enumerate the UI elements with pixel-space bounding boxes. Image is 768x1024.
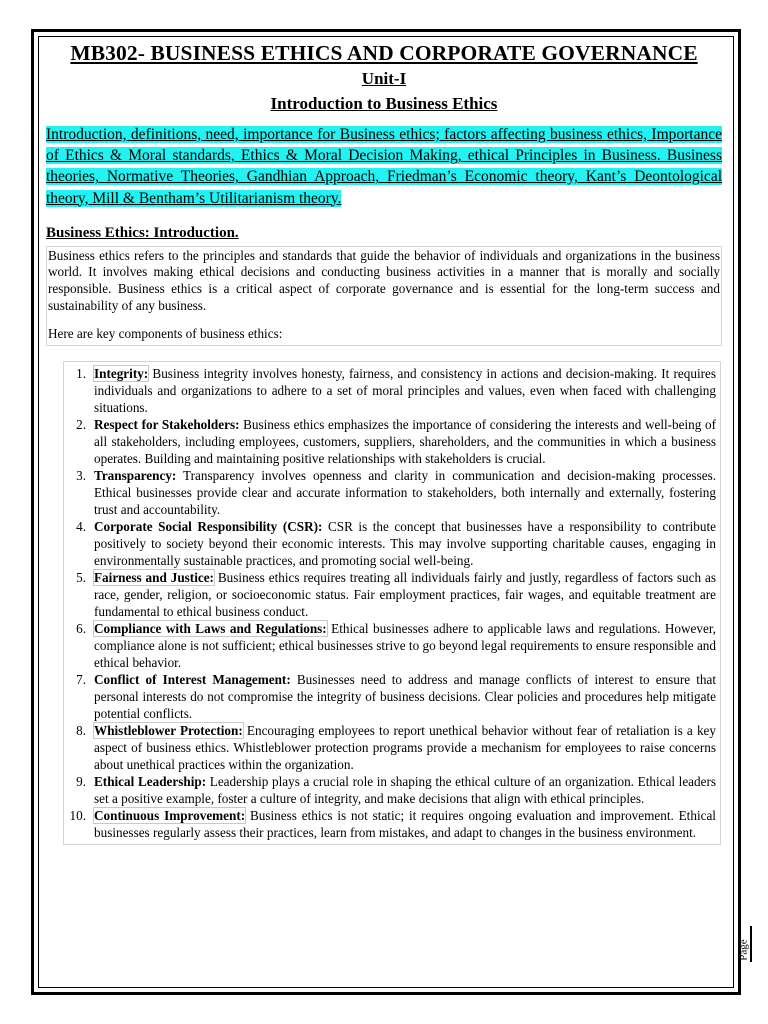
list-number: 1. <box>76 365 86 381</box>
list-text: Businesses need to address and manage conflicts of interest to ensure that personal interests do not compromise the integrity of business decisions. Clear policies and procedures help mitigate potential conflicts. <box>94 671 716 721</box>
intro-paragraph: Business ethics refers to the principles and standards that guide the behavior of individuals and organizations in the business world. It involves making ethical decisions and conducting business activities in a manner that is morally and socially responsible. Business ethics is a critical aspect of corporate governance and is essential for the long-term success and sustainability of any business. <box>48 247 720 313</box>
components-textbox <box>63 361 721 845</box>
intro-textbox <box>46 246 722 346</box>
page-number-bar <box>750 926 752 962</box>
list-text: Leadership plays a crucial role in shaping the ethical culture of an organization. Ethical leaders set a positive example, foster a culture of integrity, and make decisions that align with ethical principles. <box>94 773 716 806</box>
chapter-title: Introduction to Business Ethics <box>270 94 498 113</box>
list-number: 3. <box>76 467 86 483</box>
list-number: 7. <box>76 671 86 687</box>
list-item <box>64 671 716 722</box>
components-list <box>64 365 716 841</box>
list-text: Business ethics emphasizes the importance of considering the interests and well-being of all stakeholders, including employees, customers, suppliers, shareholders, and the communities in which a business operates. Building and maintaining positive relationships with stakeholders is crucial. <box>94 416 716 466</box>
list-term: Conflict of Interest Management: <box>94 671 291 687</box>
list-term: Whistleblower Protection: <box>94 722 243 738</box>
list-term: Integrity: <box>94 365 149 381</box>
list-item <box>64 365 716 416</box>
list-number: 10. <box>69 807 86 823</box>
list-term: Continuous Improvement: <box>94 807 246 823</box>
syllabus-text: Introduction, definitions, need, importance for Business ethics; factors affecting business ethics, Importance of Ethics & Moral standards, Ethics & Moral Decision Making, ethical Principles in Business. Business theories, Normative Theories, Gandhian Approach, Friedman’s Economic theory, Kant’s Deontological theory, Mill & Bentham’s Utilitarianism theory. <box>46 126 722 207</box>
section-heading: Business Ethics: Introduction. <box>46 224 239 241</box>
document-body <box>46 40 722 845</box>
list-item <box>64 807 716 841</box>
list-term: Compliance with Laws and Regulations: <box>94 620 327 636</box>
list-text: Business ethics requires treating all individuals fairly and justly, regardless of factors such as race, gender, religion, or socioeconomic status. Fair employment practices, fair wages, and equitable treatment are fundamental to ethical business conduct. <box>94 569 716 619</box>
list-text: Business ethics is not static; it requires ongoing evaluation and improvement. Ethical businesses regularly assess their practices, learn from mistakes, and adapt to changes in the business environment. <box>94 807 716 840</box>
list-number: 5. <box>76 569 86 585</box>
list-text: Transparency involves openness and clarity in communication and decision-making processes. Ethical businesses provide clear and accurate information to stakeholders, both internally and externally, fostering trust and accountability. <box>94 467 716 517</box>
unit-heading: Unit-I <box>361 69 407 88</box>
syllabus-topics <box>46 124 722 209</box>
list-term: Respect for Stakeholders: <box>94 416 240 432</box>
list-term: Transparency: <box>94 467 177 483</box>
list-number: 9. <box>76 773 86 789</box>
list-item <box>64 518 716 569</box>
list-item <box>64 620 716 671</box>
list-item <box>64 467 716 518</box>
list-text: Ethical businesses adhere to applicable laws and regulations. However, compliance alone is not sufficient; ethical businesses strive to go beyond legal requirements to ensure responsible and ethical behavior. <box>94 620 716 670</box>
components-lead: Here are key components of business ethics: <box>48 326 283 342</box>
list-text: Encouraging employees to report unethical behavior without fear of retaliation is a key aspect of business ethics. Whistleblower protection programs provide a mechanism for employees to raise concerns about unethical practices within the organization. <box>94 722 716 772</box>
list-text: Business integrity involves honesty, fairness, and consistency in actions and decision-making. It requires individuals and organizations to adhere to a set of moral principles and values, even when faced with challenging situations. <box>94 365 716 415</box>
list-number: 8. <box>76 722 86 738</box>
list-item <box>64 773 716 807</box>
list-text: CSR is the concept that businesses have a responsibility to contribute positively to society beyond their economic interests. This may involve supporting charitable causes, engaging in environmentally sustainable practices, and promoting social well-being. <box>94 518 717 568</box>
list-item <box>64 722 716 773</box>
list-number: 6. <box>76 620 86 636</box>
list-term: Ethical Leadership: <box>94 773 207 789</box>
list-term: Corporate Social Responsibility (CSR): <box>94 518 323 534</box>
course-title: MB302- BUSINESS ETHICS AND CORPORATE GOVERNANCE <box>70 41 698 65</box>
list-item <box>64 569 716 620</box>
list-number: 4. <box>76 518 86 534</box>
list-number: 2. <box>76 416 86 432</box>
page-label: Page <box>737 939 750 961</box>
list-term: Fairness and Justice: <box>94 569 214 585</box>
list-item <box>64 416 716 467</box>
